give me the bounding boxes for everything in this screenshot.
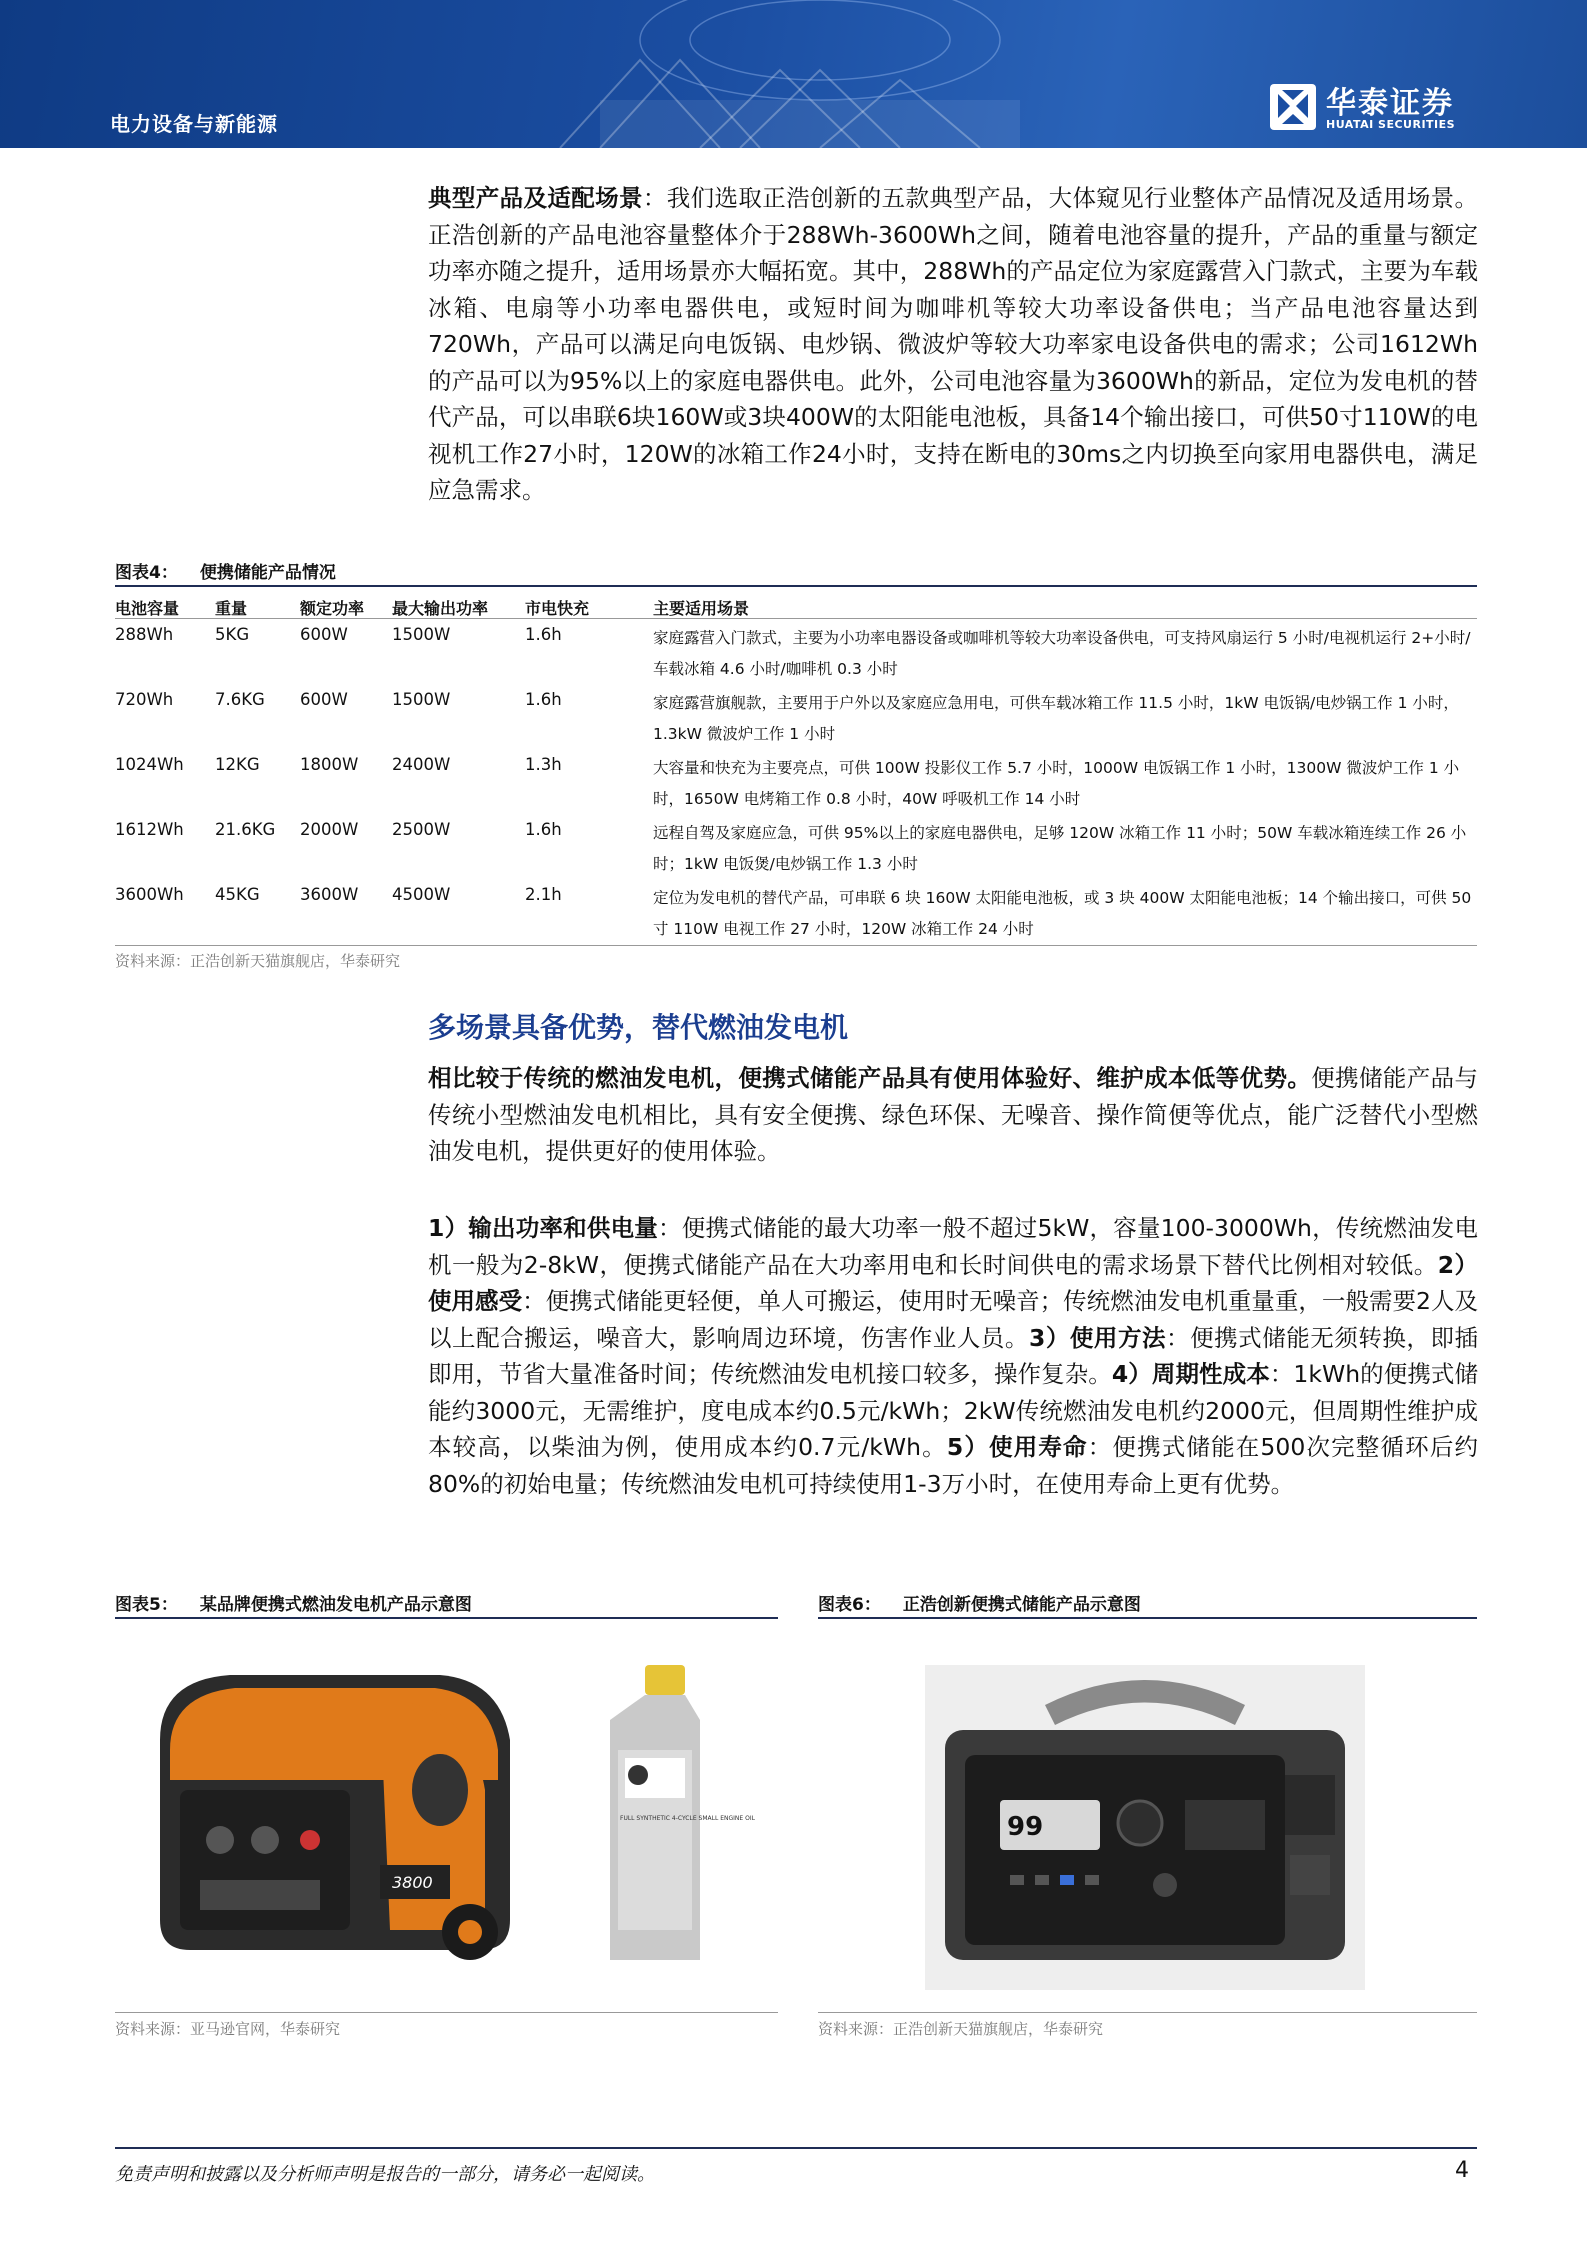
table4-top-rule — [115, 585, 1477, 587]
table4-bottom-rule — [115, 945, 1477, 946]
th-rated: 额定功率 — [300, 599, 365, 618]
p1-lead: 相比较于传统的燃油发电机，便携式储能产品具有使用体验好、维护成本低等优势。 — [428, 1064, 1312, 1092]
footer-rule — [115, 2147, 1477, 2149]
section2-paragraph-2: 1）输出功率和供电量：便携式储能的最大功率一般不超过5kW，容量100-3000Wh，传统燃油发电机一般为2-8kW，便携式储能产品在大功率用电和长时间供电的需求场景下替代比例相对较低。2）使用感受：便携式储能更轻便，单人可搬运，使用时无噪音；传统燃油发电机重量重，一般需要2人及以上配合搬运，噪音大，影响周边环境，伤害作业人员。3）使用方法：便携式储能无须转换，即插即用，节省大量准备时间；传统燃油发电机接口较多，操作复杂。4）周期性成本：1kWh的便携式储能约3000元，无需维护，度电成本约0.5元/kWh；2kW传统燃油发电机约2000元，但周期性维护成本较高，以柴油为例，使用成本约0.7元/kWh。5）使用寿命：便携式储能在500次完整循环后约80%的初始电量；传统燃油发电机可持续使用1-3万小时，在使用寿命上更有优势。 — [428, 1214, 1479, 1498]
fig6-source: 资料来源：正浩创新天猫旗舰店，华泰研究 — [818, 2020, 1104, 2038]
intro-paragraph — [428, 180, 1478, 509]
section2-paragraph-1: 相比较于传统的燃油发电机，便携式储能产品具有使用体验好、维护成本低等优势。便携储能产品与传统小型燃油发电机相比，具有安全便携、绿色环保、无噪音、操作简便等优点，能广泛替代小型燃油发电机，提供更好的使用体验。 — [428, 1064, 1479, 1165]
logo-cn: 华泰证券 — [1326, 86, 1454, 121]
intro-lead: 典型产品及适配场景 — [428, 184, 643, 212]
section-title: 多场景具备优势，替代燃油发电机 — [428, 1011, 849, 1044]
fig6-caption: 图表6： 正浩创新便携式储能产品示意图 — [818, 1595, 1141, 1615]
fig5-caption: 图表5： 某品牌便携式燃油发电机产品示意图 — [115, 1595, 472, 1615]
fig5-image — [140, 1660, 760, 1980]
table4-source: 资料来源：正浩创新天猫旗舰店，华泰研究 — [115, 952, 401, 970]
fig6-image — [925, 1665, 1365, 1990]
th-max: 最大输出功率 — [392, 599, 489, 618]
th-scene: 主要适用场景 — [653, 599, 750, 618]
table4-header-rule — [115, 618, 1477, 619]
fig6-bottom-rule — [818, 2012, 1477, 2013]
intro-text: ：我们选取正浩创新的五款典型产品，大体窥见行业整体产品情况及适用场景。正浩创新的产品电池容量整体介于288Wh-3600Wh之间，随着电池容量的提升，产品的重量与额定功率亦随之提升，适用场景亦大幅拓宽。其中，288Wh的产品定位为家庭露营入门款式，主要为车载冰箱、电扇等小功率电器供电，或短时间为咖啡机等较大功率设备供电；当产品电池容量达到720Wh，产品可以满足向电饭锅、电炒锅、微波炉等较大功率家电设备供电的需求；公司1612Wh的产品可以为95%以上的家庭电器供电。此外，公司电池容量为3600Wh的新品，定位为发电机的替代产品，可以串联6块160W或3块400W的太阳能电池板，具备14个输出接口，可供50寸110W的电视机工作27小时，120W的冰箱工作24小时，支持在断电的30ms之内切换至向家用电器供电，满足应急需求。 — [428, 184, 1479, 504]
screen-value: 99 — [1007, 1812, 1044, 1842]
huatai-logo — [1268, 78, 1488, 138]
generator-label: 3800 — [392, 1873, 433, 1892]
logo-en: HUATAI SECURITIES — [1326, 118, 1456, 131]
th-weight: 重量 — [215, 599, 248, 618]
fig5-top-rule — [115, 1617, 778, 1619]
oil-label: FULL SYNTHETIC 4-CYCLE SMALL ENGINE OIL — [620, 1815, 755, 1822]
fig5-bottom-rule — [115, 2012, 778, 2013]
table4-caption: 图表4： 便携储能产品情况 — [115, 563, 336, 583]
page-number: 4 — [1455, 2158, 1469, 2183]
footer-disclaimer: 免责声明和披露以及分析师声明是报告的一部分，请务必一起阅读。 — [115, 2164, 655, 2185]
th-charge: 市电快充 — [525, 599, 590, 618]
fig5-source: 资料来源：亚马逊官网，华泰研究 — [115, 2020, 341, 2038]
generator-icon — [160, 1675, 510, 1960]
fig6-top-rule — [818, 1617, 1477, 1619]
logo-mark-icon — [1268, 82, 1318, 132]
oil-bottle-icon — [610, 1665, 756, 1960]
section-label: 电力设备与新能源 — [110, 112, 278, 136]
header-banner — [0, 0, 1587, 148]
th-capacity: 电池容量 — [115, 599, 180, 618]
